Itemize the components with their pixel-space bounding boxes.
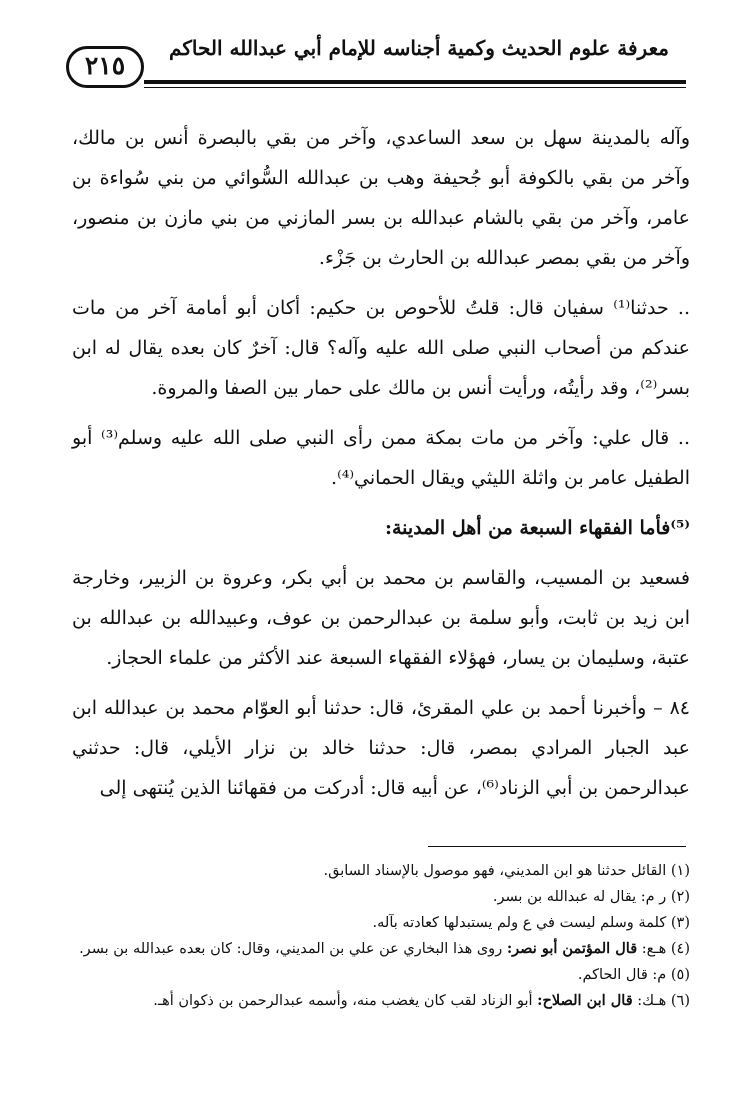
footnote-text: كلمة وسلم ليست في ع ولم يستبدلها كعادته بآله. (372, 915, 667, 931)
footnote-2 (72, 884, 690, 910)
page-number: ٢١٥ (66, 46, 144, 88)
running-title: معرفة علوم الحديث وكمية أجناسه للإمام أبي عبدالله الحاكم (169, 36, 669, 60)
footnote-number: (٦) (670, 993, 690, 1009)
footnote-text: ر م: يقال له عبدالله بن بسر. (492, 889, 667, 905)
section-heading: ⁽⁵⁾فأما الفقهاء السبعة من أهل المدينة: (384, 517, 690, 539)
footnote-number: (٢) (670, 889, 690, 905)
paragraph-1: وآله بالمدينة سهل بن سعد الساعدي، وآخر من بقي بالبصرة أنس بن مالك، وآخر من بقي بالكوفة أبو جُحيفة وهب بن عبدالله السُّوائي من بني سُواءة بن عامر، وآخر من بقي بالشام عبدالله بن بسر المازني من بني مازن بن منصور، وآخر من بقي بمصر عبدالله بن الحارث بن جَزْء. (72, 127, 690, 269)
footnotes (72, 858, 690, 1014)
header-rule-thick (144, 80, 686, 84)
footnote-3 (72, 910, 690, 936)
footnote-4 (72, 936, 690, 962)
paragraph-4: فسعيد بن المسيب، والقاسم بن محمد بن أبي بكر، وعروة بن الزبير، وخارجة ابن زيد بن ثابت، وأبو سلمة بن عبدالرحمن بن عوف، وعبيدالله بن عبدالله بن عتبة، وسليمان بن يسار، فهؤلاء الفقهاء السبعة عند الأكثر من علماء الحجاز. (72, 567, 690, 669)
footnote-1 (72, 858, 690, 884)
main-text (72, 118, 690, 818)
footnote-number: (٣) (670, 915, 690, 931)
footnote-6 (72, 988, 690, 1014)
footnote-bold-label: قال المؤتمن أبو نصر: (506, 940, 638, 957)
footnote-text: أبو الزناد لقب كان يغضب منه، وأسمه عبدالرحمن بن ذكوان أهـ. (153, 993, 533, 1009)
footnote-source: هـع: (637, 941, 667, 957)
footnote-5 (72, 962, 690, 988)
footnote-number: (٥) (670, 967, 690, 983)
footnote-bold-label: قال ابن الصلاح: (537, 992, 633, 1009)
footnote-text: القائل حدثنا هو ابن المديني، فهو موصول بالإسناد السابق. (323, 863, 667, 879)
paragraph-3: .. قال علي: وآخر من مات بمكة ممن رأى النبي صلى الله عليه وسلم⁽³⁾ أبو الطفيل عامر بن واثلة الليثي ويقال الحماني⁽⁴⁾. (72, 427, 690, 489)
paragraph-5: ٨٤ – وأخبرنا أحمد بن علي المقرئ، قال: حدثنا أبو العوّام محمد بن عبدالله ابن عبد الجبار المرادي بمصر، قال: حدثنا خالد بن نزار الأيلي، قال: حدثني عبدالرحمن بن أبي الزناد⁽⁶⁾، عن أبيه قال: أدركت من فقهائنا الذين يُنتهى إلى (72, 697, 690, 799)
footnote-number: (٤) (670, 941, 690, 957)
footnote-separator (428, 846, 686, 847)
header-rule-thin (144, 87, 686, 88)
footnote-text: روى هذا البخاري عن علي بن المديني، وقال: كان بعده عبدالله بن بسر. (79, 941, 503, 957)
footnote-text: م: قال الحاكم. (577, 967, 667, 983)
footnote-number: (١) (670, 863, 690, 879)
page-header (66, 34, 686, 94)
footnote-source: هـك: (632, 993, 667, 1009)
paragraph-2: .. حدثنا⁽¹⁾ سفيان قال: قلتُ للأحوص بن حكيم: أكان أبو أمامة آخر من مات عندكم من أصحاب النبي صلى الله عليه وآله؟ قال: آخرٌ كان بعده يقال له ابن بسر⁽²⁾، وقد رأيتُه، ورأيت أنس بن مالك على حمار بين الصفا والمروة. (72, 297, 690, 399)
